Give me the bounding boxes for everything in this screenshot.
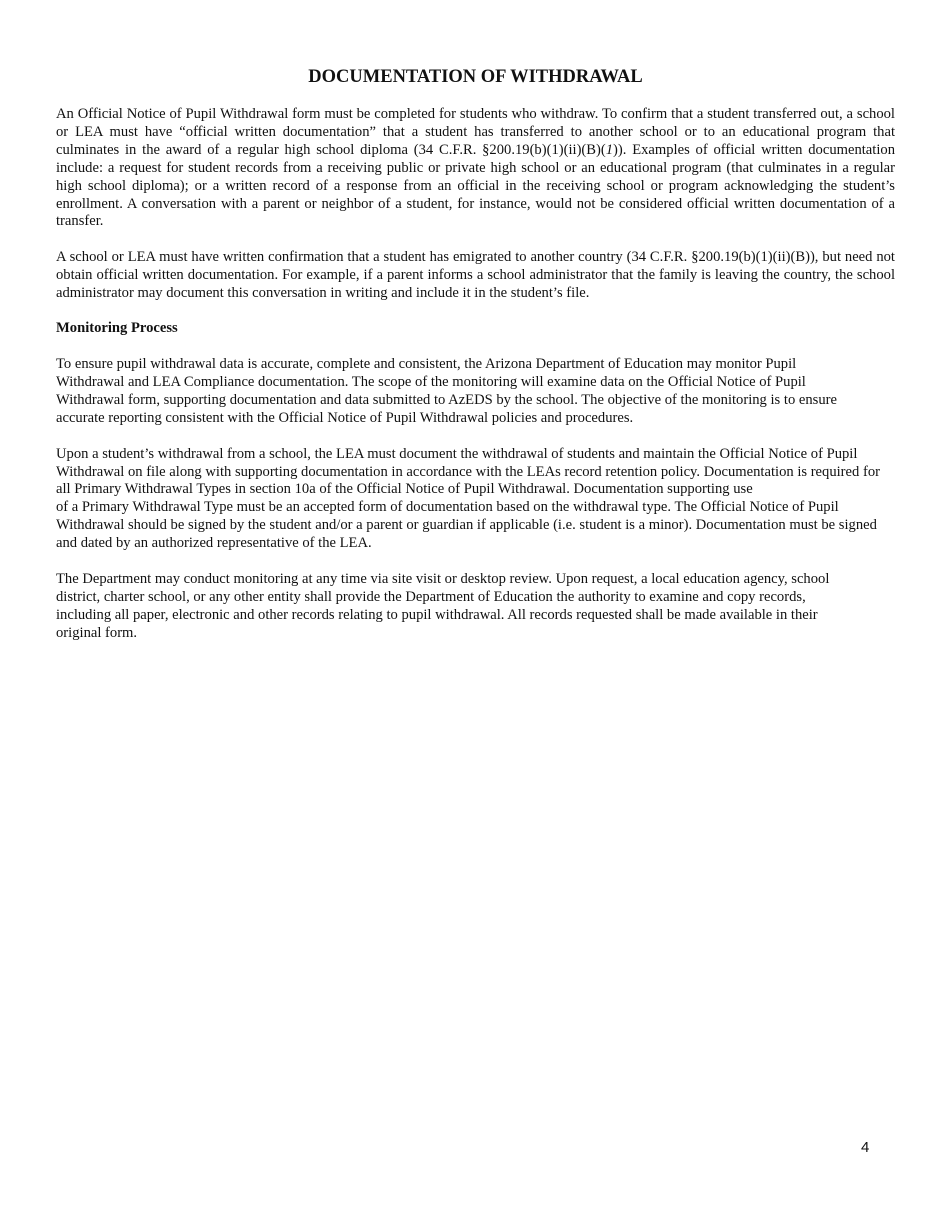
document-title: DOCUMENTATION OF WITHDRAWAL <box>308 67 643 87</box>
page-number: 4 <box>861 1139 870 1156</box>
paragraph-1-italic: 1 <box>605 141 614 158</box>
paragraph-department-monitoring: The Department may conduct monitoring at any time via site visit or desktop review. Upon request, a local education agency, school district, charter school, or any other entity shall provide the Department of Education the authority to examine and copy records, including all paper, electronic and other records relating to pupil withdrawal. All records requested shall be made available in their original form. <box>56 571 830 641</box>
paragraph-withdrawal-documentation-continued: of a Primary Withdrawal Type must be an accepted form of documentation based on the withdrawal type. The Official Notice of Pupil Withdrawal should be signed by the student and/or a parent or guardian if applicable (i.e. student is a minor). Documentation must be signed and dated by an authorized representative of the LEA. <box>56 499 877 552</box>
paragraph-monitoring-scope: To ensure pupil withdrawal data is accurate, complete and consistent, the Arizona Department of Education may monitor Pupil Withdrawal and LEA Compliance documentation. The scope of the monitoring will examine data on the Official Notice of Pupil Withdrawal form, supporting documentation and data submitted to AzEDS by the school. The objective of the monitoring is to ensure accurate reporting consistent with the Official Notice of Pupil Withdrawal policies and procedures. <box>56 355 837 426</box>
section-heading-monitoring: Monitoring Process <box>56 320 178 337</box>
paragraph-emigration: A school or LEA must have written confirmation that a student has emigrated to another country (34 C.F.R. §200.19(b)(1)(ii)(B)), but need not obtain official written documentation. For example, if a parent informs a school administrator that the family is leaving the country, the school administrator may document this conversation in writing and include it in the student’s file. <box>56 249 895 302</box>
document-page <box>56 66 895 643</box>
paragraph-1-text: An Official Notice of Pupil Withdrawal form must be completed for students who withdraw. To confirm that a student transferred out, a school or LEA must have “official written documentation” that a student has transferred to another school or to an educational program that culminates in the award of a regular high school diploma (34 C.F.R. §200.19(b)(1)(ii)(B)( <box>56 106 895 158</box>
paragraph-withdrawal-documentation: Upon a student’s withdrawal from a school, the LEA must document the withdrawal of students and maintain the Official Notice of Pupil Withdrawal on file along with supporting documentation in accordance with the LEAs record retention policy. Documentation is required for all Primary Withdrawal Types in section 10a of the Official Notice of Pupil Withdrawal. Documentation supporting use <box>56 445 880 498</box>
paragraph-1-text-continued: )). Examples of official written documentation include: a request for student records from a receiving public or private high school or an educational program (that culminates in a regular high school diploma); or a written record of a response from an official in the receiving school or program acknowledging the student’s enrollment. A conversation with a parent or neighbor of a student, for instance, would not be considered official written documentation of a transfer. <box>56 141 895 230</box>
paragraph-official-documentation <box>56 106 895 231</box>
